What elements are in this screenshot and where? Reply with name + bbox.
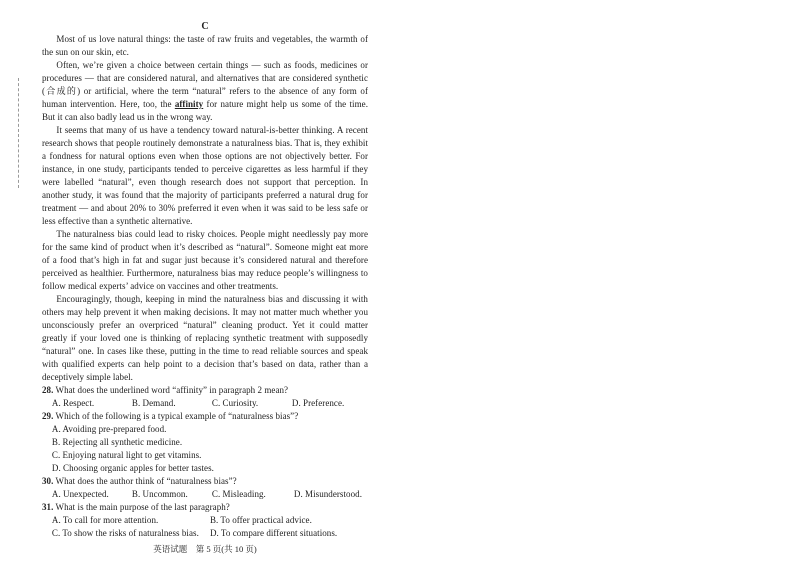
section-heading: C bbox=[201, 21, 209, 32]
paragraph-2: Often, we’re given a choice between certain things — such as foods, medicines or procedures — that are considered natural, and alternatives that are considered synthetic (合成的) or artificial, where the term “natural” refers to the absence of any form of human intervention. Here, too, the affinity for nature might help us some of the time. But it can also badly lead us in the wrong way. bbox=[42, 60, 368, 122]
paragraph-4: The naturalness bias could lead to risky choices. People might needlessly pay more for the same kind of product when it’s described as “natural”. Someone might eat more of a food that’s high in fat and sugar just because it’s considered natural and therefore perceived as healthier. Furthermore, naturalness bias may reduce people’s willingness to follow medical experts’ advice on vaccines and other treatments. bbox=[42, 229, 368, 291]
paragraph-3: It seems that many of us have a tendency toward natural-is-better thinking. A recent research shows that people routinely demonstrate a naturalness bias. That is, they exhibit a fondness for natural options even when those options are not objectively better. For instance, in one study, participants tended to perceive cigarettes as less harmful if they were labelled “natural”, even though research does not support that perception. In another study, it was found that the majority of participants preferred a natural drug for treatment — and about 20% to 30% preferred it even when it was said to be less safe or less effective than a synthetic alternative. bbox=[42, 125, 368, 226]
option-d[interactable]: D. To compare different situations. bbox=[209, 528, 338, 538]
reading-section bbox=[42, 0, 368, 540]
option-c[interactable]: C. Curiosity. bbox=[211, 398, 259, 408]
option-c[interactable]: C. Enjoying natural light to get vitamins. bbox=[51, 450, 202, 460]
option-d[interactable]: D. Preference. bbox=[291, 398, 345, 408]
option-b[interactable]: B. Rejecting all synthetic medicine. bbox=[51, 437, 183, 447]
underlined-word: affinity bbox=[174, 99, 204, 109]
option-a[interactable]: A. Unexpected. bbox=[51, 489, 109, 499]
option-a[interactable]: A. Avoiding pre-prepared food. bbox=[51, 424, 167, 434]
option-c[interactable]: C. To show the risks of naturalness bias. bbox=[51, 528, 199, 538]
question-31: 31. What is the main purpose of the last paragraph? A. To call for more attention. B. To offer practical advice. C. To show the risks of naturalness bias. D. To compare different situations. bbox=[42, 501, 368, 540]
paragraph-5: Encouragingly, though, keeping in mind the naturalness bias and discussing it with others may help prevent it when making decisions. It may not matter much whether you unconsciously prefer an overpriced “natural” cleaning product. Yet it could matter greatly if your loved one is thinking of replacing synthetic treatment with supposedly “natural” one. In cases like these, putting in the time to read reliable sources and speak with qualified experts can help point to a decision that’s based on data, rather than a deceptively simple label. bbox=[42, 294, 368, 382]
option-c[interactable]: C. Misleading. bbox=[211, 489, 266, 499]
page-footer: 英语试题 第 5 页(共 10 页) bbox=[153, 544, 257, 554]
option-b[interactable]: B. Demand. bbox=[131, 398, 176, 408]
option-d[interactable]: D. Choosing organic apples for better tastes. bbox=[51, 463, 214, 473]
question-29: 29. Which of the following is a typical example of “naturalness bias”? A. Avoiding pre-prepared food. B. Rejecting all synthetic medicine. C. Enjoying natural light to get vitamins. D. Choosing organic apples for better tastes. bbox=[42, 410, 368, 475]
option-b[interactable]: B. Uncommon. bbox=[131, 489, 188, 499]
paragraph-1: Most of us love natural things: the taste of raw fruits and vegetables, the warmth of the sun on our skin, etc. bbox=[42, 34, 368, 57]
option-d[interactable]: D. Misunderstood. bbox=[293, 489, 362, 499]
option-a[interactable]: A. To call for more attention. bbox=[51, 515, 159, 525]
question-30: 30. What does the author think of “naturalness bias”? A. Unexpected. B. Uncommon. C. Misleading. D. Misunderstood. bbox=[42, 476, 362, 499]
option-b[interactable]: B. To offer practical advice. bbox=[209, 515, 312, 525]
option-a[interactable]: A. Respect. bbox=[51, 398, 95, 408]
fold-line bbox=[18, 78, 19, 188]
question-28: 28. What does the underlined word “affinity” in paragraph 2 mean? A. Respect. B. Demand. C. Curiosity. D. Preference. bbox=[42, 385, 345, 408]
